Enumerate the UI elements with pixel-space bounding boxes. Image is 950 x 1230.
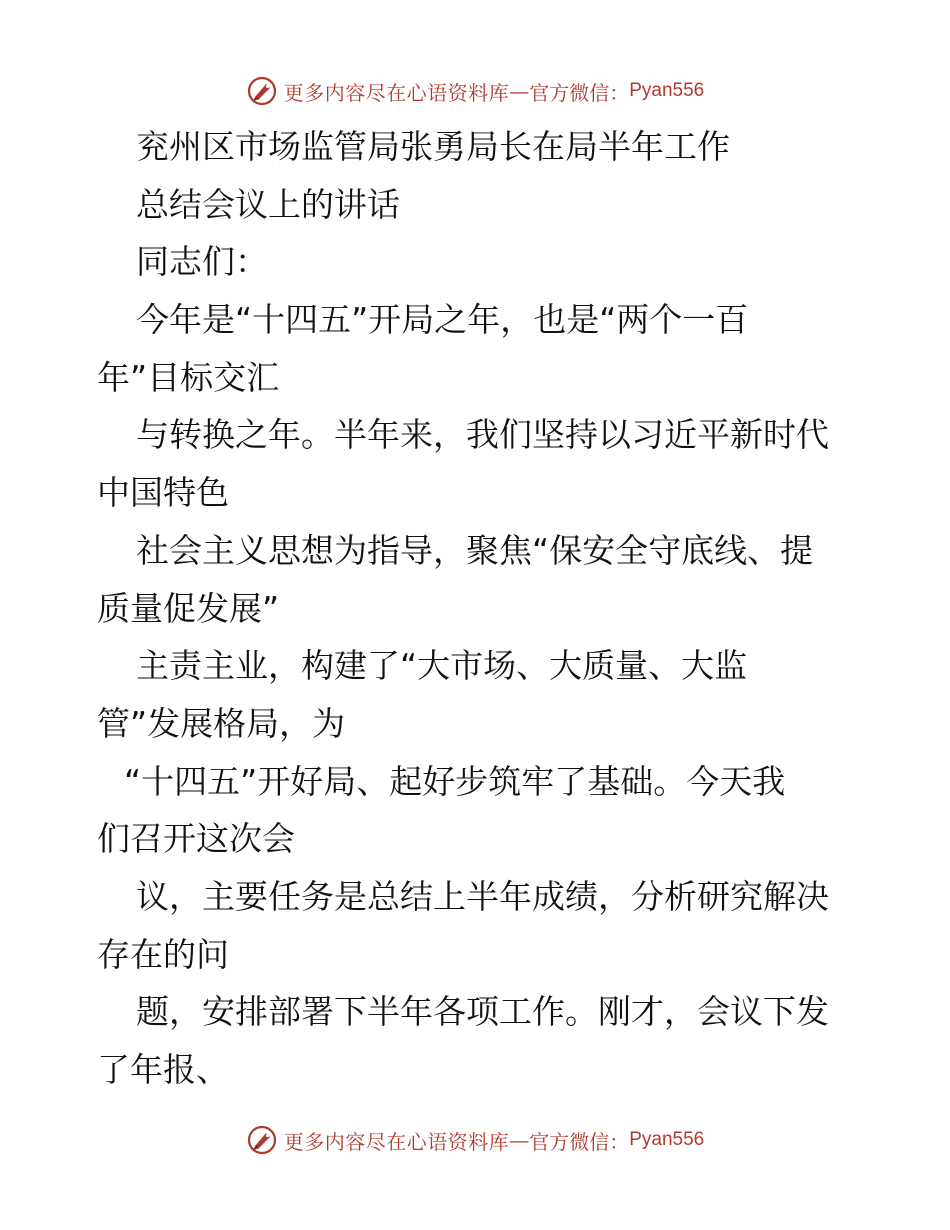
title-line-2: 总结会议上的讲话 (136, 184, 400, 224)
pen-nib-logo-icon (246, 1124, 278, 1156)
paragraph-line: 们召开这次会 (97, 819, 295, 859)
paragraph-line: 议，主要任务是总结上半年成绩，分析研究解决 (136, 876, 829, 916)
banner-wechat-handle: Pyan556 (629, 80, 705, 101)
paragraph-line: 社会主义思想为指导，聚焦“保安全守底线、提 (136, 530, 814, 570)
paragraph-line: 与转换之年。半年来，我们坚持以习近平新时代 (136, 415, 829, 455)
banner-wechat-label: 官方微信： (529, 80, 630, 105)
footer-banner (0, 1120, 950, 1160)
banner-brand-text: 更多内容尽在心语资料库 (283, 80, 510, 105)
pen-nib-logo-icon (246, 75, 278, 107)
paragraph-line: 中国特色 (97, 473, 229, 513)
paragraph-line: 今年是“十四五”开局之年，也是“两个一百 (136, 300, 749, 340)
header-banner (0, 71, 950, 111)
banner-separator: — (509, 79, 530, 103)
paragraph-line: 管”发展格局，为 (97, 703, 346, 743)
banner-wechat-label: 官方微信： (529, 1129, 630, 1154)
paragraph-line: 存在的问 (97, 934, 229, 974)
paragraph-line: “十四五”开好局、起好步筑牢了基础。今天我 (124, 761, 786, 801)
paragraph-line: 质量促发展” (97, 588, 280, 628)
paragraph-line: 主责主业，构建了“大市场、大质量、大监 (136, 646, 748, 686)
banner-separator: — (509, 1128, 530, 1152)
banner-wechat-handle: Pyan556 (629, 1129, 705, 1150)
banner-brand-text: 更多内容尽在心语资料库 (283, 1129, 510, 1154)
salutation: 同志们： (136, 242, 268, 282)
paragraph-line: 题，安排部署下半年各项工作。刚才，会议下发 (136, 992, 829, 1032)
document-body (97, 118, 857, 1099)
paragraph-line: 年”目标交汇 (97, 357, 280, 397)
title-line-1: 兖州区市场监管局张勇局长在局半年工作 (136, 127, 730, 166)
paragraph-line: 了年报、 (97, 1050, 229, 1089)
